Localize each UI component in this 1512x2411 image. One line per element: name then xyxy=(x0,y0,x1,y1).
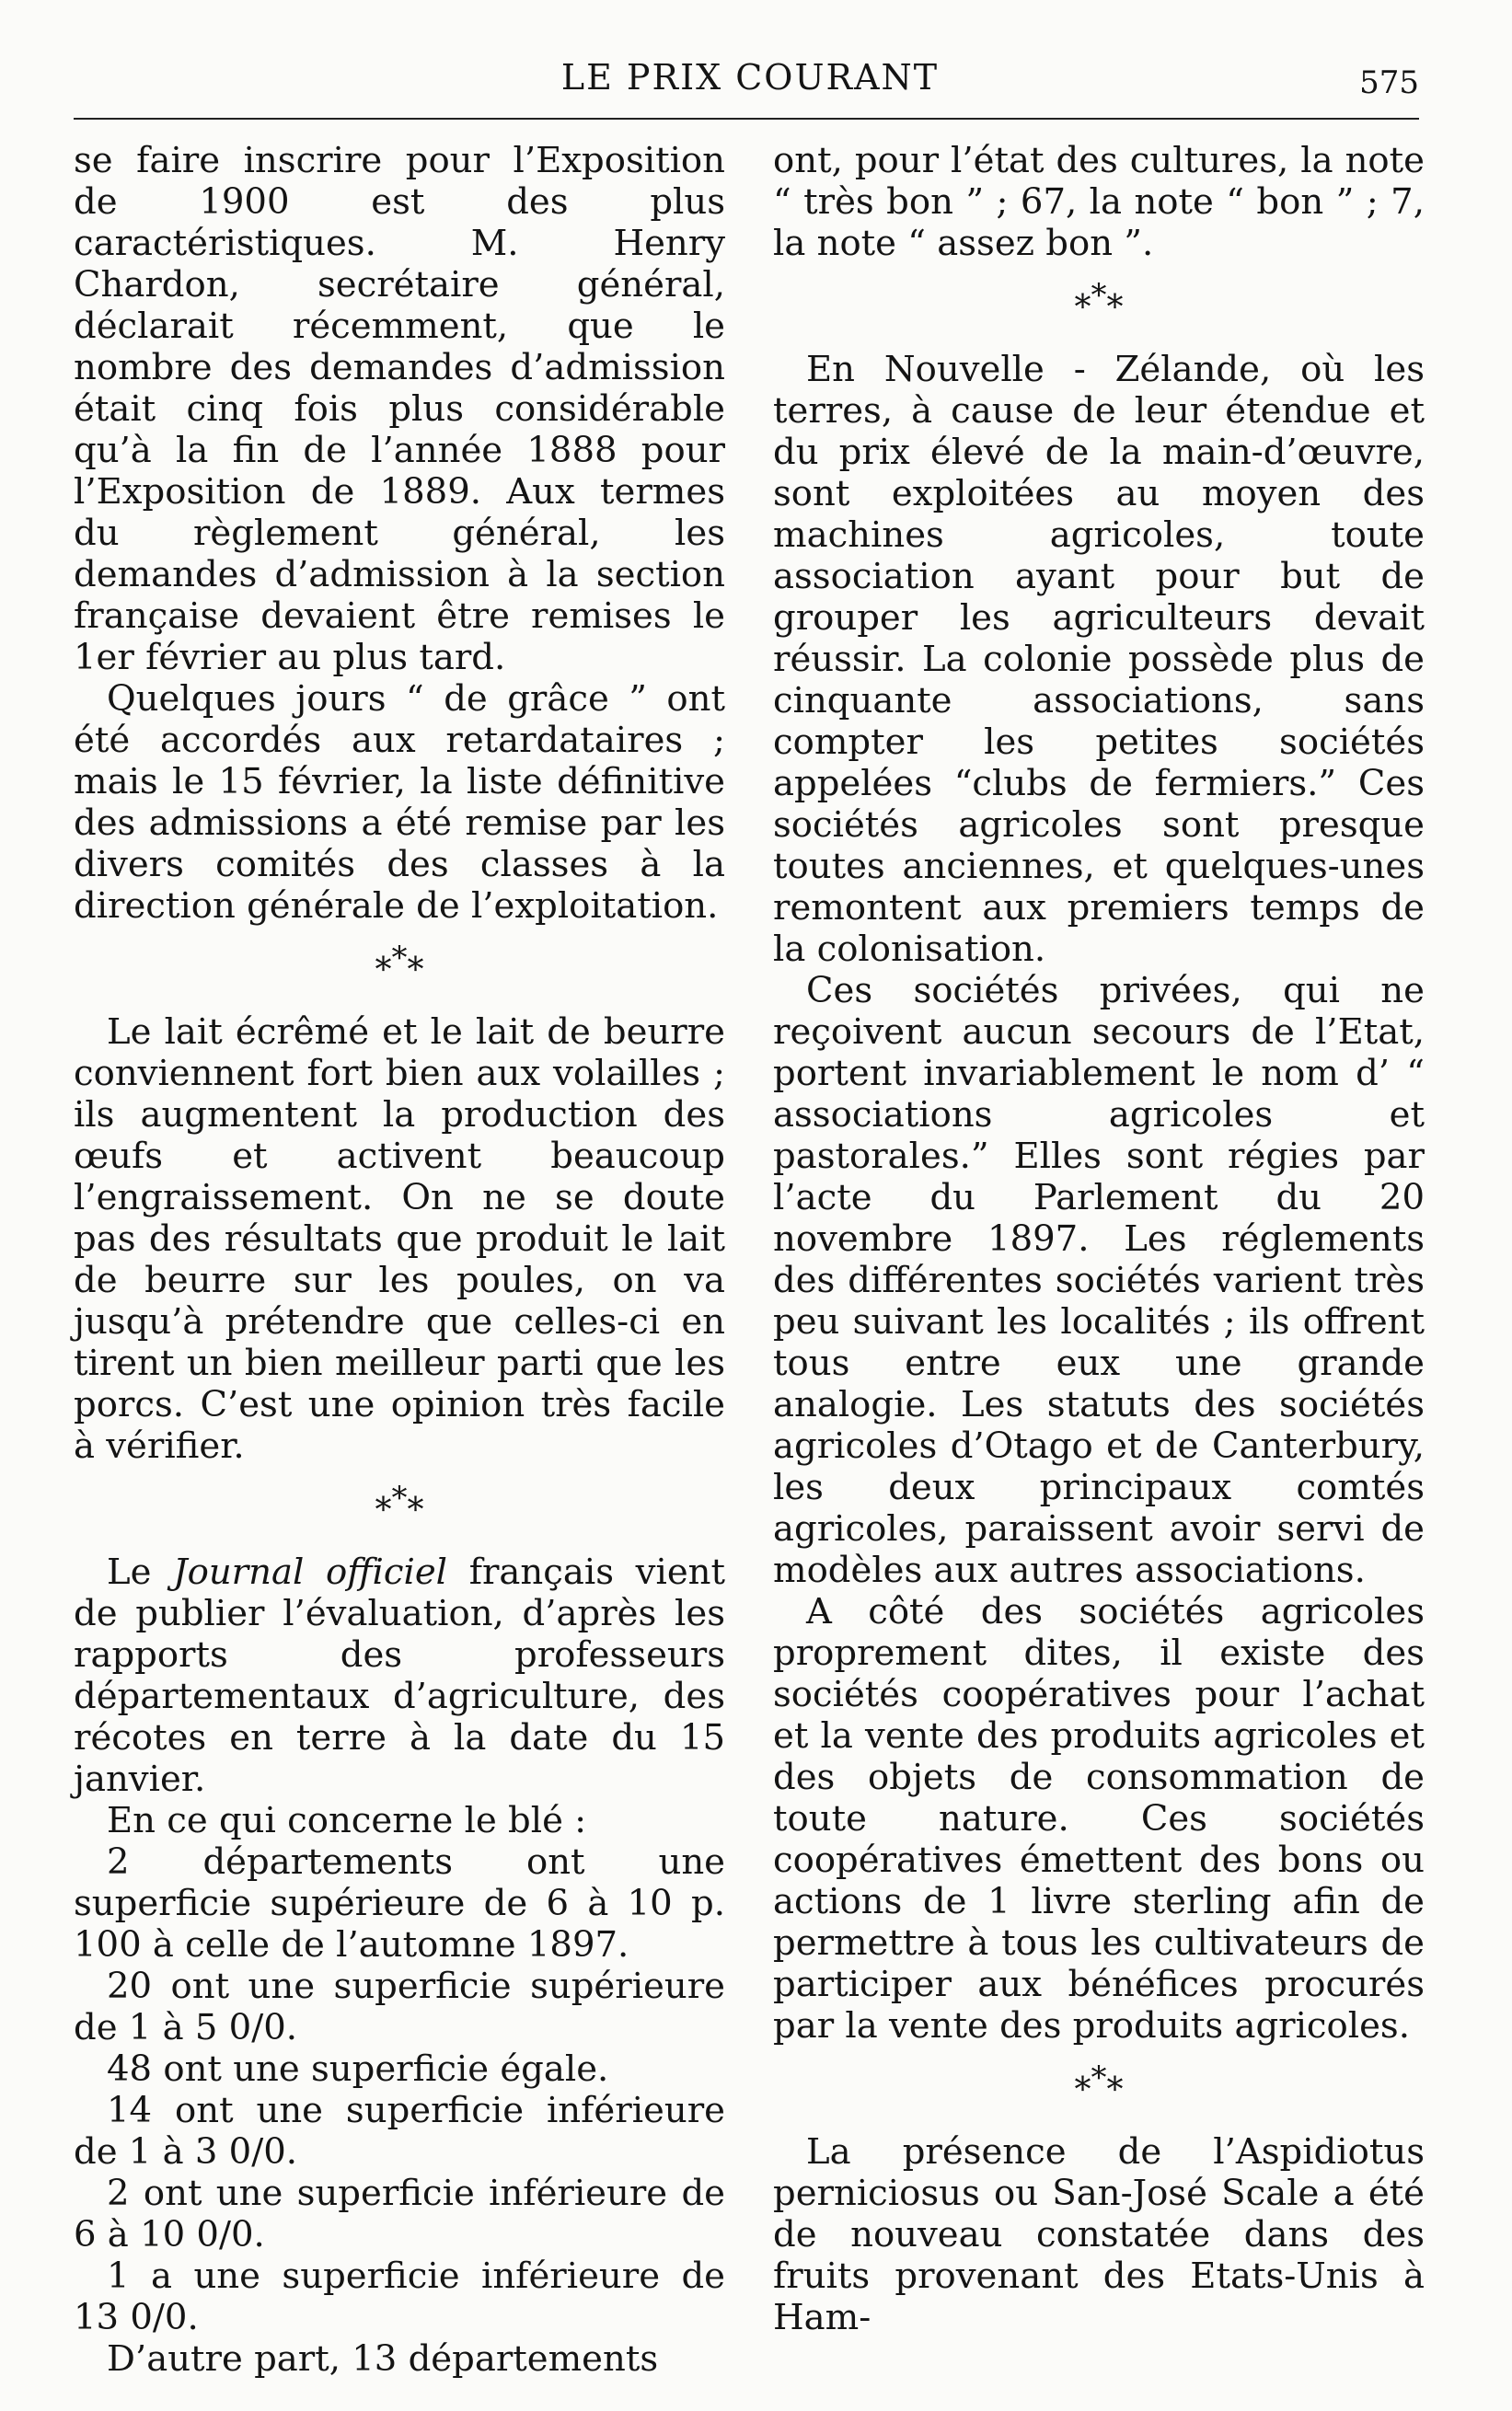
paragraph: se faire inscrire pour l’Exposition de 1900 est des plus caractéristiques. M. Henry Chardon, secrétaire général, déclarait récemment, que le nombre des demandes d’admission était cinq fois plus considérable qu’à la fin de l’année 1888 pour l’Exposition de 1889. Aux termes du règlement général, les demandes d’admission à la section française devaient être remises le 1er février au plus tard. xyxy=(74,140,725,678)
section-separator xyxy=(773,2059,1425,2109)
paragraph: Le lait écrêmé et le lait de beurre conviennent fort bien aux volailles ; ils augmentent la production des œufs et activent beaucoup l’engraissement. On ne se doute pas des résultats que produit le lait de beurre sur les poules, on va jusqu’à prétendre que celles-ci en tirent un bien meilleur parti que les porcs. C’est une opinion très facile à vérifier. xyxy=(74,1011,725,1467)
asterisk: * xyxy=(407,952,424,989)
section-separator xyxy=(74,1480,725,1529)
left-column xyxy=(74,140,725,2380)
paragraph: 20 ont une superficie supérieure de 1 à 5 0/0. xyxy=(74,1966,725,2048)
asterisk: * xyxy=(1106,2071,1124,2109)
asterisk: * xyxy=(1091,277,1107,314)
paragraph: 2 ont une superficie inférieure de 6 à 10 0/0. xyxy=(74,2173,725,2255)
running-title: LE PRIX COURANT xyxy=(560,57,940,98)
page-header xyxy=(74,57,1426,112)
asterisk: * xyxy=(1074,2071,1091,2109)
paragraph: Quelques jours “ de grâce ” ont été accordés aux retardataires ; mais le 15 février, la liste définitive des admissions a été remise par les divers comités des classes à la direction générale de l’exploitation. xyxy=(74,678,725,927)
text-run: Le xyxy=(107,1552,152,1593)
section-separator xyxy=(773,277,1425,327)
paragraph: ont, pour l’état des cultures, la note “ très bon ” ; 67, la note “ bon ” ; 7, la note “ assez bon ”. xyxy=(773,140,1425,264)
paragraph: 14 ont une superficie inférieure de 1 à 3 0/0. xyxy=(74,2090,725,2173)
section-separator xyxy=(74,940,725,989)
paragraph: A côté des sociétés agricoles proprement dites, il existe des sociétés coopératives pour l’achat et la vente des produits agricoles et des objets de consommation de toute nature. Ces sociétés coopératives émettent des bons ou actions de 1 livre sterling afin de permettre à tous les cultivateurs de participer aux bénéfices procurés par la vente des produits agricoles. xyxy=(773,1591,1425,2047)
text-run: français vient de publier l’évaluation, d’après les rapports des professeurs départementaux d’agriculture, des récotes en terre à la date du 15 janvier. xyxy=(74,1552,725,1800)
paragraph: Ces sociétés privées, qui ne reçoivent aucun secours de l’Etat, portent invariablement le nom d’ “ associations agricoles et pastorales.” Elles sont régies par l’acte du Parlement du 20 novembre 1897. Les réglements des différentes sociétés varient très peu suivant les localités ; ils offrent tous entre eux une grande analogie. Les statuts des sociétés agricoles d’Otago et de Canterbury, les deux principaux comtés agricoles, paraissent avoir servi de modèles aux autres associations. xyxy=(773,970,1425,1591)
paragraph xyxy=(74,1552,725,1800)
paragraph: 1 a une superficie inférieure de 13 0/0. xyxy=(74,2255,725,2338)
asterisk: * xyxy=(391,1480,408,1517)
paragraph: En ce qui concerne le blé : xyxy=(107,1800,587,1841)
asterisk: * xyxy=(407,1492,424,1529)
right-column xyxy=(773,140,1425,2338)
asterisk: * xyxy=(1074,289,1091,327)
paragraph: 48 ont une superficie égale. xyxy=(107,2048,609,2090)
asterisk: * xyxy=(391,940,408,976)
asterisk: * xyxy=(375,1492,392,1529)
paragraph: D’autre part, 13 départements xyxy=(107,2338,659,2380)
paragraph: La présence de l’Aspidiotus perniciosus ou San-José Scale a été de nouveau constatée dans des fruits provenant des Etats-Unis à Ham- xyxy=(773,2131,1425,2338)
asterisk: * xyxy=(375,952,392,989)
paragraph: 2 départements ont une superficie supérieure de 6 à 10 p. 100 à celle de l’automne 1897. xyxy=(74,1841,725,1966)
page-number: 575 xyxy=(1359,64,1419,101)
header-rule xyxy=(74,118,1419,120)
journal-title: Journal officiel xyxy=(173,1552,447,1593)
asterisk: * xyxy=(1091,2059,1107,2096)
paragraph: En Nouvelle - Zélande, où les terres, à cause de leur étendue et du prix élevé de la main-d’œuvre, sont exploitées au moyen des machines agricoles, toute association ayant pour but de grouper les agriculteurs devait réussir. La colonie possède plus de cinquante associations, sans compter les petites sociétés appelées “clubs de fermiers.” Ces sociétés agricoles sont presque toutes anciennes, et quelques-unes remontent aux premiers temps de la colonisation. xyxy=(773,349,1425,970)
asterisk: * xyxy=(1106,289,1124,327)
